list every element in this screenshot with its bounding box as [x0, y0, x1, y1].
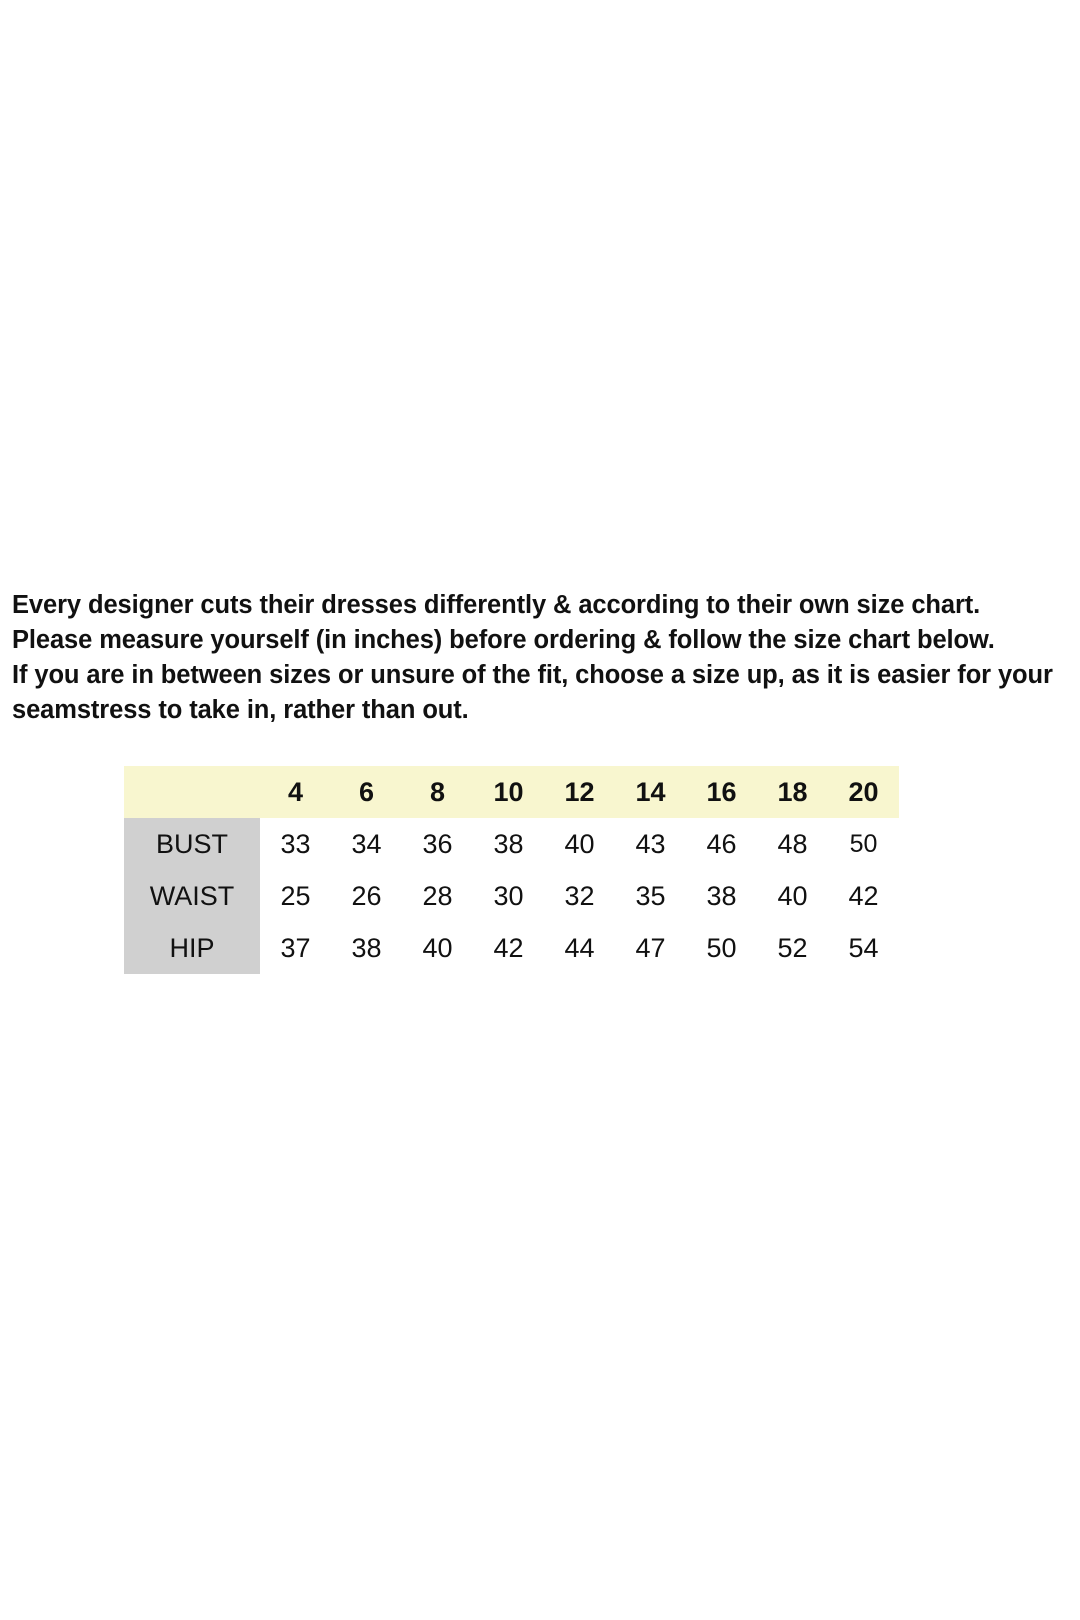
hip-value-7: 52	[757, 922, 828, 974]
waist-value-6: 38	[686, 870, 757, 922]
bust-value-7: 48	[757, 818, 828, 870]
table-row	[124, 922, 899, 974]
size-header-5: 14	[615, 766, 686, 818]
waist-value-8: 42	[828, 870, 899, 922]
hip-value-6: 50	[686, 922, 757, 974]
waist-value-2: 28	[402, 870, 473, 922]
hip-value-4: 44	[544, 922, 615, 974]
size-header-8: 20	[828, 766, 899, 818]
table-row	[124, 870, 899, 922]
waist-value-0: 25	[260, 870, 331, 922]
bust-value-1: 34	[331, 818, 402, 870]
waist-value-1: 26	[331, 870, 402, 922]
row-label-bust: BUST	[124, 818, 260, 870]
row-label-hip: HIP	[124, 922, 260, 974]
hip-value-1: 38	[331, 922, 402, 974]
table-corner-cell	[124, 766, 260, 818]
bust-value-0: 33	[260, 818, 331, 870]
hip-value-3: 42	[473, 922, 544, 974]
hip-value-0: 37	[260, 922, 331, 974]
size-header-7: 18	[757, 766, 828, 818]
size-guide-intro	[12, 588, 1057, 728]
bust-value-5: 43	[615, 818, 686, 870]
hip-value-5: 47	[615, 922, 686, 974]
row-label-waist: WAIST	[124, 870, 260, 922]
bust-value-2: 36	[402, 818, 473, 870]
hip-value-8: 54	[828, 922, 899, 974]
size-header-3: 10	[473, 766, 544, 818]
size-chart-container	[124, 766, 899, 974]
size-chart-table	[124, 766, 899, 974]
waist-value-3: 30	[473, 870, 544, 922]
hip-value-2: 40	[402, 922, 473, 974]
table-row	[124, 818, 899, 870]
size-header-6: 16	[686, 766, 757, 818]
size-header-4: 12	[544, 766, 615, 818]
size-header-2: 8	[402, 766, 473, 818]
size-header-1: 6	[331, 766, 402, 818]
bust-value-8: 50	[828, 818, 899, 870]
waist-value-5: 35	[615, 870, 686, 922]
bust-value-4: 40	[544, 818, 615, 870]
waist-value-4: 32	[544, 870, 615, 922]
intro-paragraph-2: If you are in between sizes or unsure of the fit, choose a size up, as it is easier for your seamstress to take in, rather than out.	[12, 660, 1053, 724]
bust-value-6: 46	[686, 818, 757, 870]
waist-value-7: 40	[757, 870, 828, 922]
bust-value-3: 38	[473, 818, 544, 870]
size-header-0: 4	[260, 766, 331, 818]
intro-paragraph-1: Every designer cuts their dresses differently & according to their own size chart. Please measure yourself (in inches) before ordering & follow the size chart below.	[12, 591, 995, 654]
table-header-row	[124, 766, 899, 818]
